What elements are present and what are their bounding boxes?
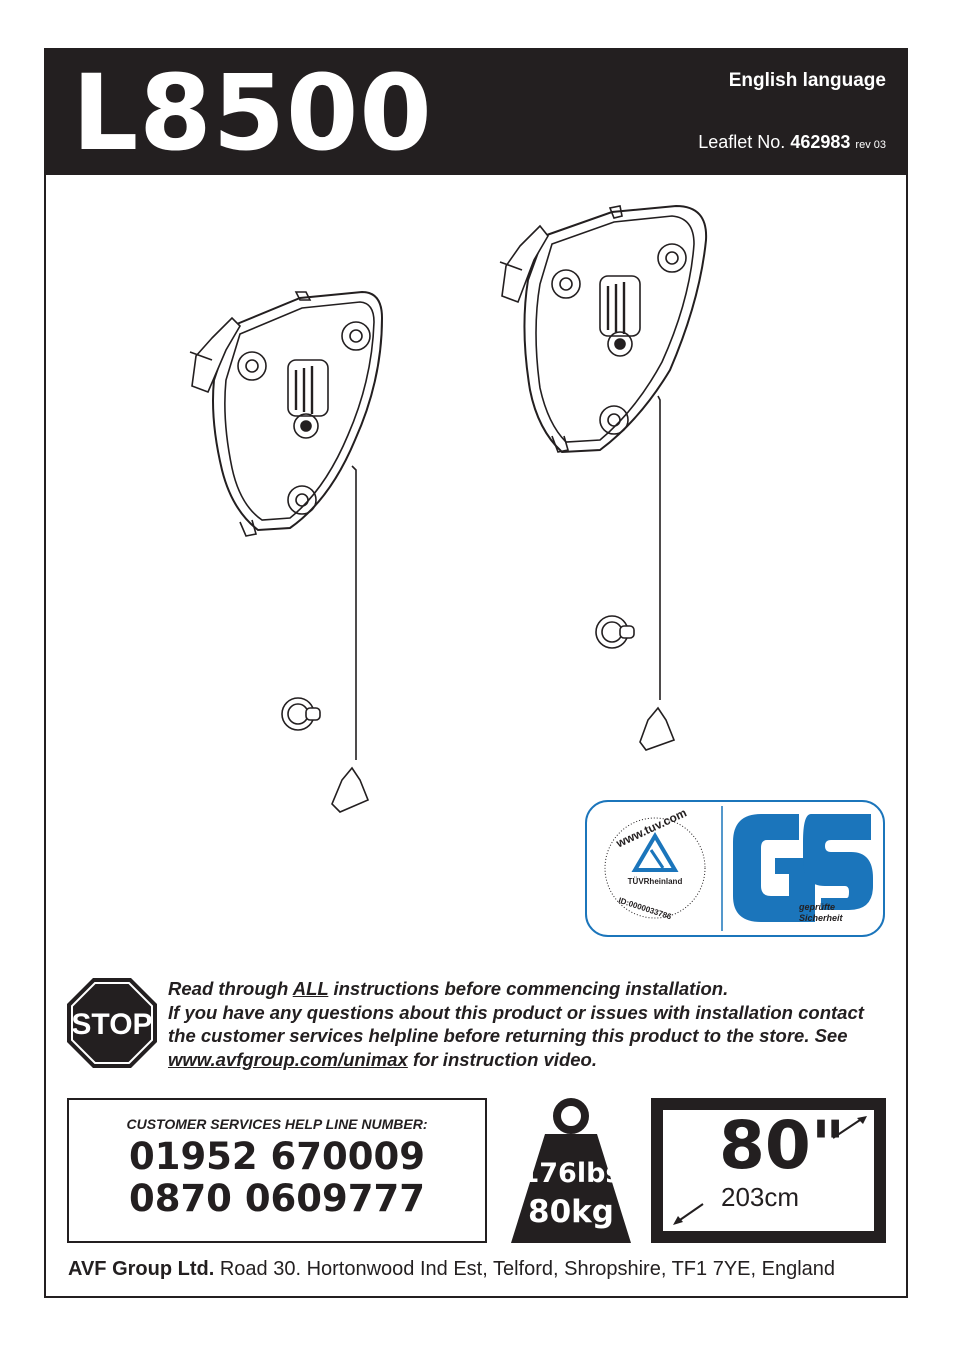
warning-line2-post: for instruction video.: [407, 1048, 597, 1070]
model-title: L8500: [72, 52, 433, 174]
left-wall-knob: [282, 698, 320, 730]
company-street: Road 30. Hortonwood Ind Est, Telford, Shropshire, TF1 7YE, England: [214, 1258, 836, 1280]
max-screen-size: [651, 1098, 886, 1243]
tuv-brand: TÜVRheinland: [627, 877, 683, 886]
tuv-id: ID:0000033786: [617, 895, 673, 922]
tuv-url: www.tuv.com: [614, 805, 689, 851]
gs-label-1: geprüfte: [799, 902, 835, 912]
warning-text: [168, 977, 888, 1071]
stop-sign-icon: [66, 977, 158, 1069]
leaflet-revision: rev 03: [855, 139, 886, 151]
screen-size-inches: 80": [719, 1107, 846, 1184]
instruction-video-link[interactable]: www.avfgroup.com/unimax: [168, 1048, 408, 1070]
leaflet-id: 462983: [790, 132, 851, 152]
warning-line1-pre: Read through: [168, 978, 293, 999]
screen-size-cm: 203cm: [721, 1182, 800, 1212]
warning-emphasis: ALL: [292, 978, 329, 999]
helpline-number-2: 0870 0609777: [128, 1177, 426, 1220]
stop-label: STOP: [71, 1008, 153, 1041]
warning-line2: If you have any questions about this product or issues with installation contact the customer services helpline before returning this product to the store. See: [168, 1001, 864, 1046]
helpline-title: CUSTOMER SERVICES HELP LINE NUMBER:: [126, 1116, 428, 1132]
leaflet-prefix: Leaflet No.: [698, 132, 786, 152]
right-wall-plate: [500, 206, 706, 750]
max-load-lbs: 176lbs: [520, 1158, 622, 1189]
company-address: [68, 1258, 888, 1281]
right-wall-knob: [596, 616, 634, 648]
warning-line1-post: instructions before commencing installation.: [328, 978, 729, 999]
gs-label-2: Sicherheit: [799, 913, 843, 923]
helpline-box: [67, 1098, 487, 1243]
max-load-weight: [505, 1098, 637, 1243]
helpline-number-1: 01952 670009: [128, 1135, 426, 1178]
certification-badge: [585, 800, 885, 937]
left-wall-plate: [190, 292, 382, 812]
company-name: AVF Group Ltd.: [68, 1258, 215, 1280]
diagonal-arrows-icon: [663, 1107, 874, 1231]
language-label: English language: [728, 70, 886, 91]
max-load-kg: 80kg: [528, 1194, 614, 1230]
